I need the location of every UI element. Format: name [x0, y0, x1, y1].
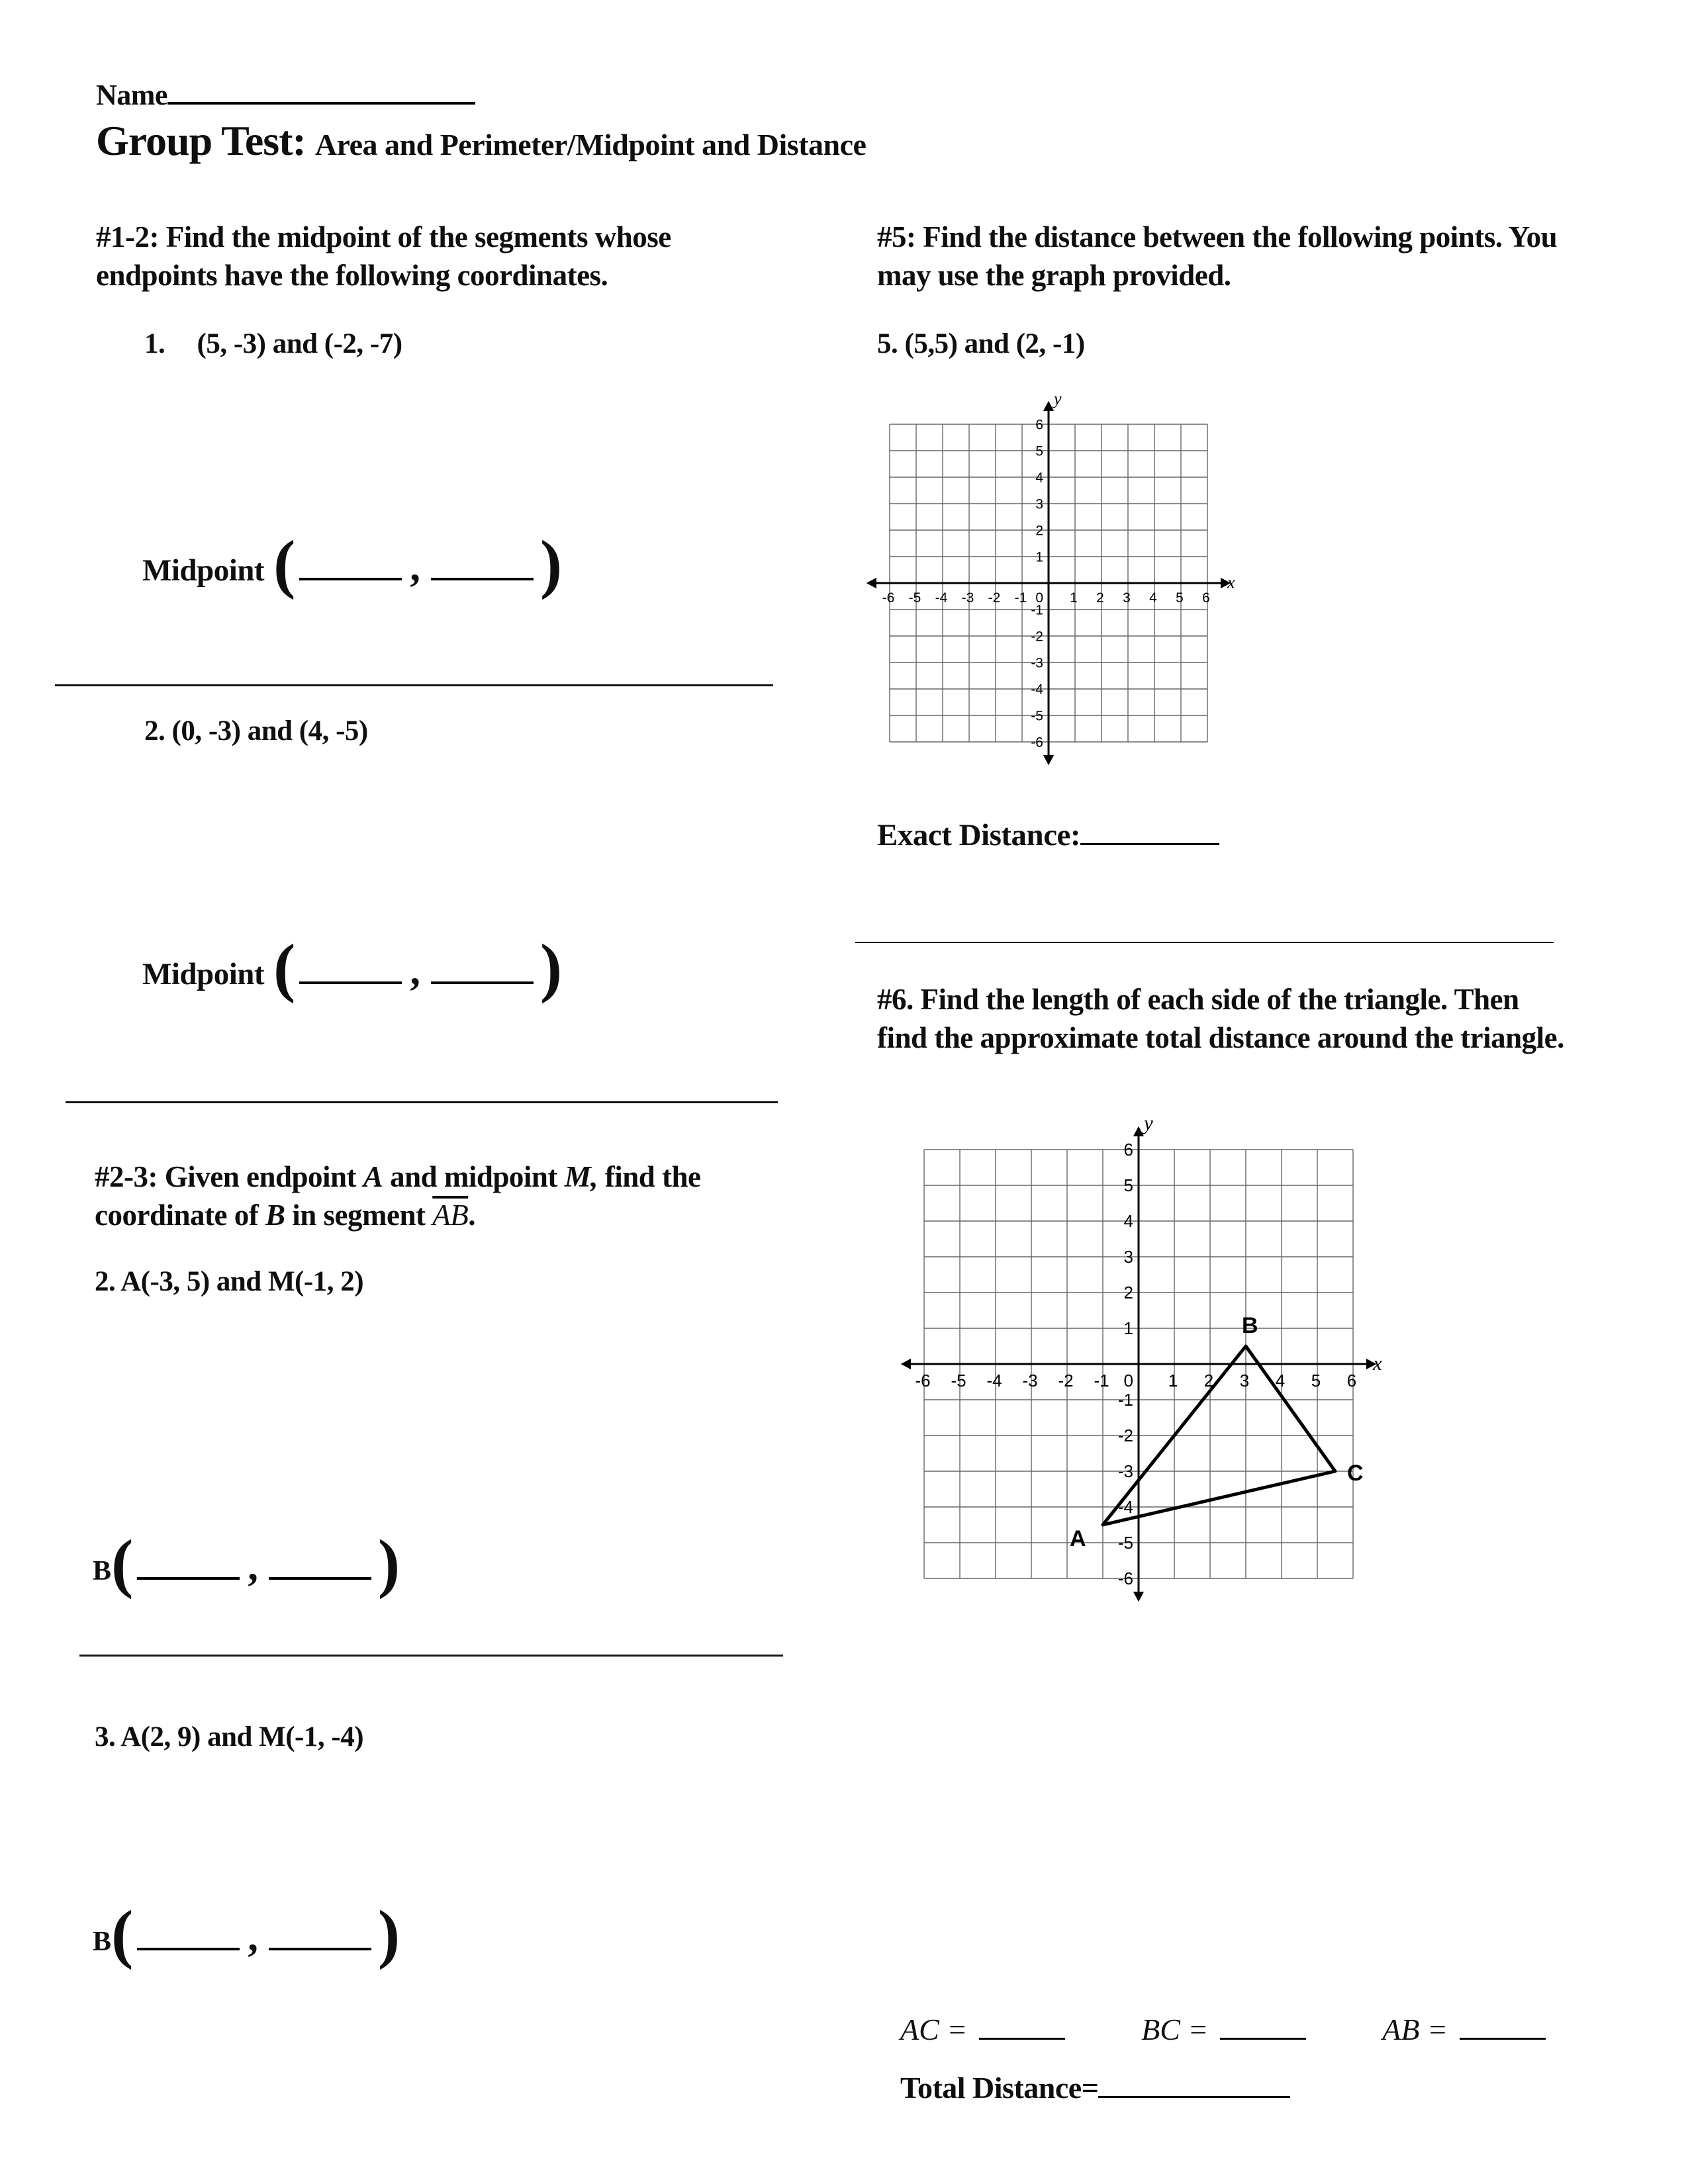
question-1: [144, 328, 402, 360]
svg-text:3: 3: [1123, 1247, 1133, 1267]
svg-text:-5: -5: [1117, 1533, 1133, 1553]
midpoint-label: Midpoint: [142, 957, 265, 991]
heading-text: and midpoint: [383, 1160, 565, 1193]
svg-text:6: 6: [1035, 417, 1043, 433]
svg-text:B: B: [1242, 1313, 1258, 1338]
svg-text:y: y: [1054, 389, 1062, 408]
midpoint-1-x-blank[interactable]: [299, 578, 402, 580]
ab-answer: [1382, 2012, 1546, 2047]
title-main: Group Test:: [96, 117, 306, 164]
ac-blank[interactable]: [979, 2038, 1065, 2040]
svg-text:-1: -1: [1031, 602, 1043, 618]
svg-text:A: A: [1070, 1526, 1086, 1551]
svg-text:-2: -2: [1117, 1426, 1133, 1446]
ac-answer: [900, 2012, 1065, 2047]
b2-x-blank[interactable]: [137, 1948, 240, 1950]
bc-blank[interactable]: [1220, 2038, 1306, 2040]
section-6-heading: #6. Find the length of each side of the triangle. Then find the approximate total distance around the triangle.: [877, 983, 1564, 1054]
b1-y-blank[interactable]: [269, 1577, 371, 1580]
title-subtitle: Area and Perimeter/Midpoint and Distance: [314, 128, 867, 161]
svg-text:-1: -1: [1094, 1371, 1109, 1390]
side-length-answers: [900, 2012, 1546, 2047]
total-distance-label: Total Distance=: [900, 2071, 1099, 2105]
total-distance-row: [900, 2070, 1290, 2105]
svg-text:-5: -5: [908, 590, 921, 606]
midpoint-m-symbol: M,: [564, 1160, 598, 1193]
svg-text:-4: -4: [935, 590, 948, 606]
b-answer-1: B ( , ): [93, 1526, 400, 1600]
svg-text:4: 4: [1149, 590, 1157, 606]
point-b-symbol: B: [265, 1198, 285, 1232]
svg-text:5: 5: [1176, 590, 1184, 606]
b-label: B: [93, 1927, 112, 1957]
exact-distance-label: Exact Distance:: [877, 818, 1081, 852]
total-distance-blank[interactable]: [1098, 2096, 1290, 2098]
question-1-text: (5, -3) and (-2, -7): [197, 328, 402, 359]
svg-text:y: y: [1144, 1111, 1153, 1134]
midpoint-answer-2: Midpoint ( , ): [142, 931, 563, 1004]
heading-text: .: [468, 1198, 475, 1232]
svg-text:-5: -5: [951, 1371, 966, 1390]
heading-text: find the coordinate of: [95, 1160, 701, 1232]
midpoint-2-y-blank[interactable]: [431, 981, 534, 984]
svg-text:2: 2: [1203, 1371, 1214, 1390]
svg-text:-1: -1: [1014, 590, 1027, 606]
midpoint-answer-1: Midpoint ( , ): [142, 527, 563, 600]
svg-text:-3: -3: [961, 590, 974, 606]
problem-5-graph: [853, 387, 1244, 782]
svg-text:1: 1: [1168, 1371, 1178, 1390]
b2-y-blank[interactable]: [269, 1948, 371, 1950]
svg-text:-5: -5: [1031, 708, 1043, 724]
svg-text:-6: -6: [1117, 1569, 1133, 1589]
midpoint-label: Midpoint: [142, 553, 265, 588]
b-label: B: [93, 1556, 112, 1586]
ab-label: AB =: [1382, 2013, 1448, 2046]
section-5-heading: #5: Find the distance between the following points. You may use the graph provided.: [877, 220, 1558, 292]
svg-text:3: 3: [1035, 496, 1043, 512]
svg-text:0: 0: [1035, 590, 1043, 606]
svg-text:5: 5: [1311, 1371, 1321, 1390]
question-5: 5. (5,5) and (2, -1): [877, 328, 1085, 359]
svg-text:C: C: [1347, 1461, 1364, 1486]
b-answer-2: B ( , ): [93, 1897, 400, 1970]
divider: [79, 1655, 783, 1657]
svg-text:-4: -4: [1117, 1497, 1133, 1518]
divider: [66, 1101, 778, 1103]
svg-text:1: 1: [1123, 1318, 1133, 1339]
heading-text: in segment: [285, 1198, 433, 1232]
bc-label: BC =: [1141, 2013, 1209, 2046]
exact-distance-blank[interactable]: [1080, 843, 1219, 845]
svg-text:1: 1: [1035, 549, 1043, 565]
problem-6-triangle-graph: [882, 1107, 1395, 1624]
bc-answer: [1141, 2012, 1306, 2047]
svg-text:4: 4: [1275, 1371, 1286, 1390]
svg-text:x: x: [1373, 1351, 1382, 1375]
b1-x-blank[interactable]: [137, 1577, 240, 1580]
svg-text:4: 4: [1123, 1211, 1133, 1232]
question-3: 3. A(2, 9) and M(-1, -4): [95, 1721, 364, 1752]
ac-label: AC =: [900, 2013, 968, 2046]
section-1-2-heading: #1-2: Find the midpoint of the segments whose endpoints have the following coordinates.: [96, 220, 671, 292]
ab-blank[interactable]: [1460, 2038, 1546, 2040]
svg-text:-3: -3: [1117, 1461, 1133, 1482]
svg-text:3: 3: [1239, 1371, 1250, 1390]
section-2-3-heading: [95, 1158, 757, 1234]
name-label: Name: [96, 79, 167, 111]
svg-text:2: 2: [1096, 590, 1104, 606]
divider: [855, 942, 1554, 943]
question-2b: 2. A(-3, 5) and M(-1, 2): [95, 1266, 364, 1297]
svg-text:-2: -2: [1031, 629, 1043, 645]
exact-distance-row: [877, 817, 1219, 853]
segment-ab-symbol: $\overline{AB}$: [432, 1198, 469, 1232]
question-1-number: 1.: [144, 328, 165, 359]
svg-text:2: 2: [1123, 1283, 1133, 1303]
svg-text:4: 4: [1035, 470, 1043, 486]
svg-text:6: 6: [1202, 590, 1210, 606]
name-blank[interactable]: [167, 102, 475, 105]
svg-text:-4: -4: [986, 1371, 1002, 1390]
heading-text: #2-3: Given endpoint: [95, 1160, 363, 1193]
svg-text:6: 6: [1346, 1371, 1357, 1390]
endpoint-a-symbol: A: [363, 1160, 383, 1193]
svg-text:-2: -2: [988, 590, 1001, 606]
svg-text:0: 0: [1123, 1371, 1133, 1390]
svg-text:x: x: [1227, 572, 1235, 592]
question-2: 2. (0, -3) and (4, -5): [144, 715, 368, 747]
svg-text:-2: -2: [1058, 1371, 1074, 1390]
svg-text:5: 5: [1123, 1175, 1133, 1196]
name-row: [96, 78, 475, 112]
divider: [55, 684, 773, 686]
svg-text:3: 3: [1123, 590, 1131, 606]
svg-text:-4: -4: [1031, 682, 1043, 698]
midpoint-2-x-blank[interactable]: [299, 981, 402, 984]
svg-text:6: 6: [1123, 1140, 1133, 1160]
midpoint-1-y-blank[interactable]: [431, 578, 534, 580]
svg-text:1: 1: [1070, 590, 1078, 606]
svg-text:-6: -6: [882, 590, 895, 606]
svg-text:-6: -6: [1031, 735, 1043, 751]
svg-text:-3: -3: [1031, 655, 1043, 671]
svg-text:-1: -1: [1117, 1390, 1133, 1410]
svg-text:-6: -6: [915, 1371, 931, 1390]
svg-text:-3: -3: [1022, 1371, 1038, 1390]
svg-text:5: 5: [1035, 443, 1043, 459]
svg-text:2: 2: [1035, 523, 1043, 539]
page-title: [96, 116, 866, 165]
